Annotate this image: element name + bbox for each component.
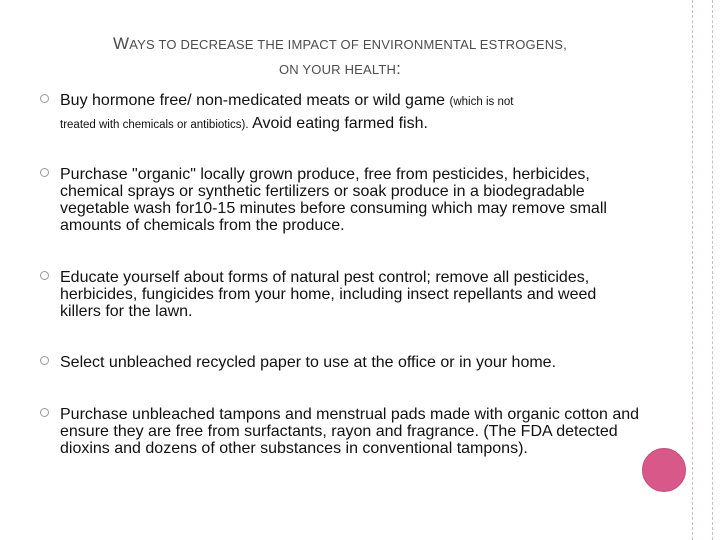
list-item: Educate yourself about forms of natural pest control; remove all pesticides, herbicides, fungicides from your home, including insect repellants and weed killers for the lawn.: [40, 269, 640, 320]
list-item: Select unbleached recycled paper to use at the office or in your home.: [40, 354, 640, 371]
title-line-2: ON YOUR HEALTH:: [278, 59, 402, 78]
frame-line: [712, 0, 714, 540]
bullet-icon: [40, 94, 49, 103]
decorative-circle: [642, 448, 686, 492]
bullet-icon: [40, 271, 49, 280]
frame-line: [692, 0, 694, 540]
bullet-icon: [40, 408, 49, 417]
title-line-1: WAYS TO DECREASE THE IMPACT OF ENVIRONMENTAL ESTROGENS,: [113, 34, 567, 53]
bullet-line-2: treated with chemicals or antibiotics). Avoid eating farmed fish.: [60, 115, 428, 132]
list-item: Buy hormone free/ non-medicated meats or wild game (which is not treated with chemicals or antibiotics). Avoid eating farmed fish.: [40, 92, 640, 134]
slide-title: [40, 32, 640, 82]
list-item: Purchase "organic" locally grown produce, free from pesticides, herbicides, chemical sprays or synthetic fertilizers or soak produce in a biodegradable vegetable wash for10-15 minutes before consuming which may remove small amounts of chemicals from the produce.: [40, 166, 640, 234]
bullet-icon: [40, 168, 49, 177]
bullet-icon: [40, 356, 49, 365]
bullet-list: [40, 92, 640, 457]
list-item: Purchase unbleached tampons and menstrual pads made with organic cotton and ensure they are free from surfactants, rayon and fragrance. (The FDA detected dioxins and dozens of other substances in conventional tampons).: [40, 406, 640, 457]
